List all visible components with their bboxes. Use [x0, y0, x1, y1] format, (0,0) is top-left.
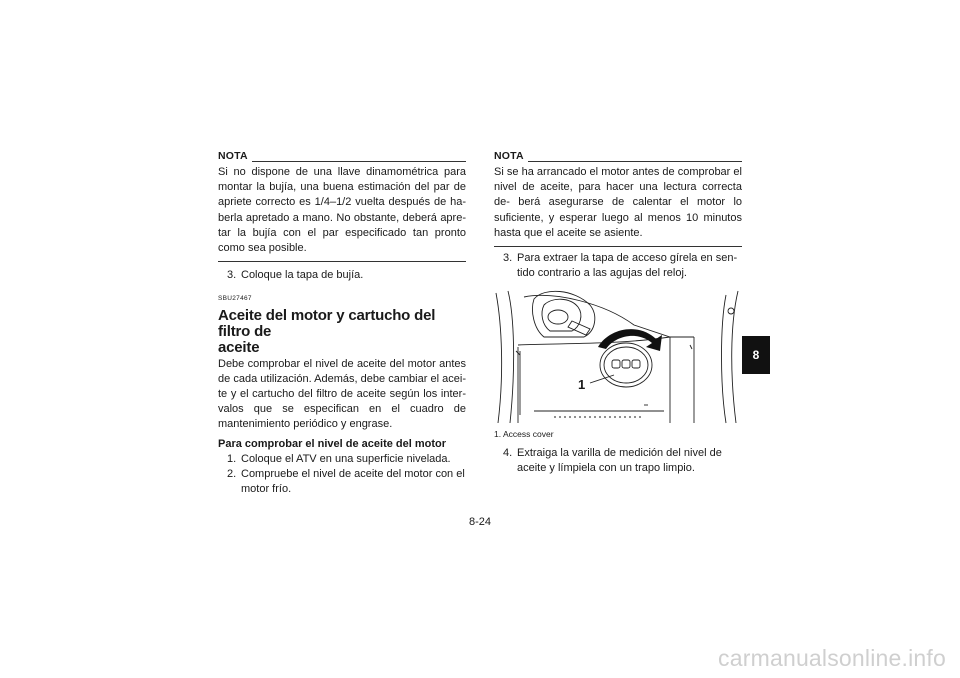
- nota-line: berla apretado a mano. No obstante, deberá apre-: [218, 211, 466, 224]
- subheading: Para comprobar el nivel de aceite del motor: [218, 437, 447, 450]
- page-number: 8-24: [468, 516, 492, 528]
- body-line: valos que se especifican en el cuadro de: [218, 403, 466, 416]
- heading-line: aceite: [218, 338, 260, 356]
- nota-line: montar la bujía, una buena estimación del par de: [218, 181, 466, 194]
- nota-line: Si no dispone de una llave dinamométrica para: [218, 166, 466, 178]
- nota-line: apriete correcto es 1/4–1/2 vuelta después de ha-: [218, 196, 466, 209]
- step-number: 1.: [227, 452, 237, 465]
- nota-header: [494, 149, 742, 164]
- step-number: 4.: [503, 446, 513, 459]
- watermark: carmanualsonline.info: [718, 645, 946, 671]
- step-text: motor frío.: [241, 483, 292, 496]
- section-body: [218, 357, 466, 433]
- access-cover-illustration: [494, 285, 742, 425]
- body-line: de cada utilización. Además, debe cambiar el acei-: [218, 372, 466, 385]
- access-cover-drawing: [494, 285, 742, 425]
- nota-rule: [252, 161, 466, 162]
- nota-label: NOTA: [218, 149, 248, 162]
- left-column: [218, 149, 466, 497]
- nota-line: tar la bujía con el par especificado tan pronto como: [218, 226, 466, 255]
- right-column: [494, 149, 743, 476]
- nota-text: [494, 165, 742, 241]
- step-number: 3.: [227, 269, 237, 282]
- step-text: Extraiga la varilla de medición del nivel de: [517, 446, 722, 459]
- nota-line: nivel de aceite, para hacer una lectura correcta de-: [494, 181, 742, 209]
- section-heading: [218, 308, 466, 356]
- nota-text: [218, 165, 466, 256]
- step-3: [218, 268, 466, 283]
- step-text: Coloque la tapa de bujía.: [241, 269, 364, 282]
- step-number: 3.: [503, 252, 513, 265]
- nota-header: [218, 149, 466, 164]
- step-text: Compruebe el nivel de aceite del motor con el: [241, 468, 465, 481]
- step-1: [218, 452, 466, 467]
- chapter-tab: 8: [742, 336, 770, 374]
- nota-end-rule: [494, 246, 742, 247]
- body-line: Debe comprobar el nivel de aceite del motor antes: [218, 357, 466, 370]
- step-text: Para extraer la tapa de acceso gírela en sen-: [517, 252, 738, 265]
- step-3: [494, 251, 742, 281]
- nota-line: sea posible.: [247, 242, 307, 255]
- heading-line: Aceite del motor y cartucho del filtro de: [218, 306, 436, 340]
- body-line: mantenimiento periódico y engrase.: [218, 418, 393, 431]
- nota-line: berá asegurarse de calentar el motor lo suficiente,: [494, 196, 743, 224]
- step-text: Coloque el ATV en una superficie nivelada.: [241, 452, 451, 465]
- step-text: aceite y límpiela con un trapo limpio.: [517, 461, 695, 474]
- step-text: tido contrario a las agujas del reloj.: [517, 267, 687, 280]
- nota-line: Si se ha arrancado el motor antes de comprobar el: [494, 166, 742, 178]
- step-number: 2.: [227, 468, 237, 481]
- step-4: [494, 446, 742, 476]
- body-line: te y el cartucho del filtro de aceite según los inter-: [218, 388, 466, 401]
- nota-label: NOTA: [494, 149, 524, 162]
- nota-end-rule: [218, 261, 466, 262]
- nota-rule: [528, 161, 742, 162]
- step-2: [218, 467, 466, 497]
- section-code: SBU27467: [218, 295, 252, 303]
- nota-line: aceite se asiente.: [557, 226, 643, 239]
- nota-line: y esperar luego al menos 10 minutos hasta que el: [494, 211, 742, 239]
- figure-caption: 1. Access cover: [494, 429, 554, 440]
- callout-1: 1: [578, 377, 586, 393]
